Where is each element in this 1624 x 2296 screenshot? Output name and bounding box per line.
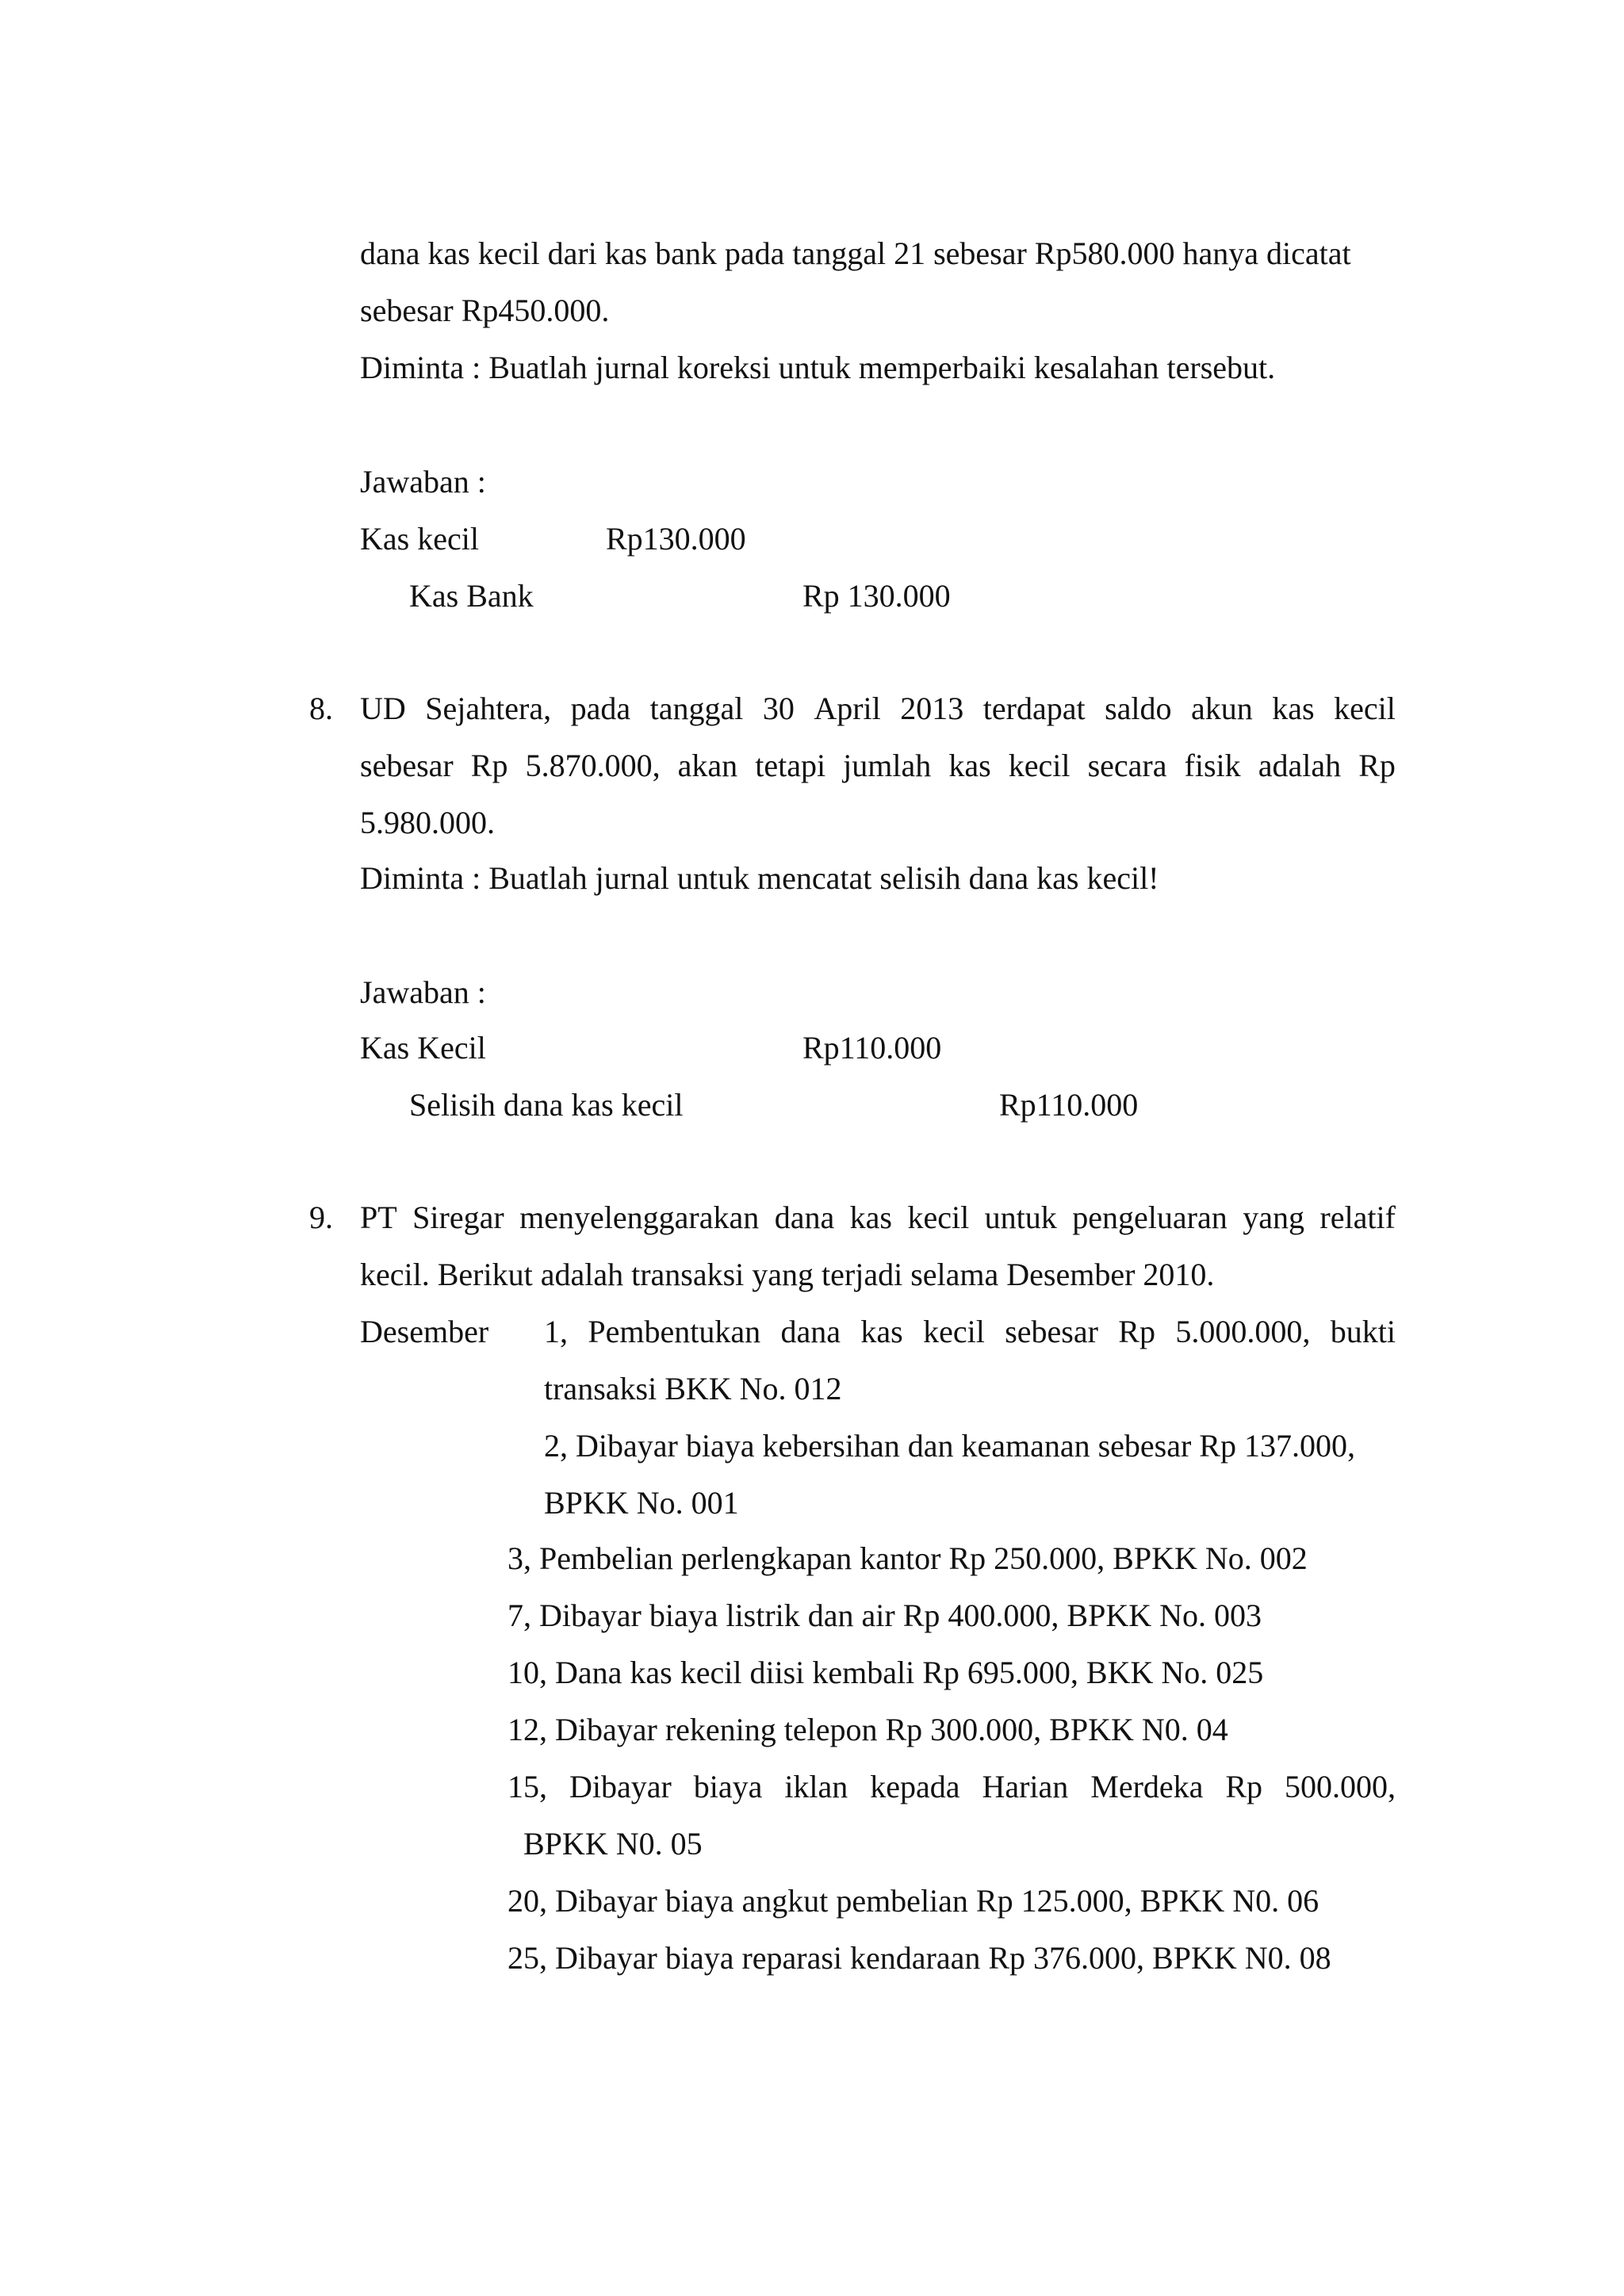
- answer-7-credit-amount: Rp 130.000: [802, 578, 951, 614]
- transaction-12: 12, Dibayar rekening telepon Rp 300.000, BPKK N0. 04: [508, 1712, 1228, 1747]
- intro-line-2: sebesar Rp450.000.: [360, 293, 610, 328]
- transaction-20: 20, Dibayar biaya angkut pembelian Rp 125.000, BPKK N0. 06: [508, 1883, 1320, 1919]
- transaction-1-line-1: 1, Pembentukan dana kas kecil sebesar Rp 5.000.000, bukti: [544, 1314, 1396, 1349]
- question-8-number: 8.: [309, 691, 333, 726]
- transaction-25: 25, Dibayar biaya reparasi kendaraan Rp 376.000, BPKK N0. 08: [508, 1940, 1331, 1976]
- transaction-3: 3, Pembelian perlengkapan kantor Rp 250.000, BPKK No. 002: [508, 1540, 1308, 1576]
- question-8-line-4: Diminta : Buatlah jurnal untuk mencatat selisih dana kas kecil!: [360, 860, 1159, 896]
- answer-7-debit-amount: Rp130.000: [606, 521, 746, 557]
- answer-7-credit-account: Kas Bank: [409, 578, 534, 614]
- intro-line-3: Diminta : Buatlah jurnal koreksi untuk memperbaiki kesalahan tersebut.: [360, 350, 1276, 385]
- answer-8-label: Jawaban :: [360, 974, 486, 1010]
- transaction-15-line-2: BPKK N0. 05: [523, 1826, 703, 1862]
- answer-7-debit-account: Kas kecil: [360, 521, 479, 557]
- answer-8-credit-account: Selisih dana kas kecil: [409, 1087, 684, 1123]
- question-8-line-1: UD Sejahtera, pada tanggal 30 April 2013 terdapat saldo akun kas kecil: [360, 691, 1396, 726]
- question-9-number: 9.: [309, 1200, 333, 1235]
- question-8-line-2: sebesar Rp 5.870.000, akan tetapi jumlah kas kecil secara fisik adalah Rp: [360, 748, 1396, 783]
- answer-7-label: Jawaban :: [360, 464, 486, 499]
- answer-8-credit-amount: Rp110.000: [999, 1087, 1139, 1123]
- transaction-month: Desember: [360, 1314, 489, 1349]
- transaction-1-line-2: transaksi BKK No. 012: [544, 1371, 842, 1406]
- answer-8-debit-account: Kas Kecil: [360, 1030, 486, 1066]
- transaction-15-line-1: 15, Dibayar biaya iklan kepada Harian Merdeka Rp 500.000,: [508, 1769, 1396, 1804]
- transaction-10: 10, Dana kas kecil diisi kembali Rp 695.000, BKK No. 025: [508, 1655, 1264, 1690]
- question-9-line-2: kecil. Berikut adalah transaksi yang terjadi selama Desember 2010.: [360, 1257, 1215, 1292]
- question-9-line-1: PT Siregar menyelenggarakan dana kas kecil untuk pengeluaran yang relatif: [360, 1200, 1396, 1235]
- transaction-2-line-2: BPKK No. 001: [544, 1485, 739, 1521]
- intro-line-1: dana kas kecil dari kas bank pada tanggal 21 sebesar Rp580.000 hanya dicatat: [360, 235, 1351, 271]
- question-8-line-3: 5.980.000.: [360, 805, 495, 840]
- answer-8-debit-amount: Rp110.000: [802, 1030, 942, 1066]
- transaction-7: 7, Dibayar biaya listrik dan air Rp 400.000, BPKK No. 003: [508, 1598, 1262, 1633]
- transaction-2-line-1: 2, Dibayar biaya kebersihan dan keamanan sebesar Rp 137.000,: [544, 1428, 1355, 1464]
